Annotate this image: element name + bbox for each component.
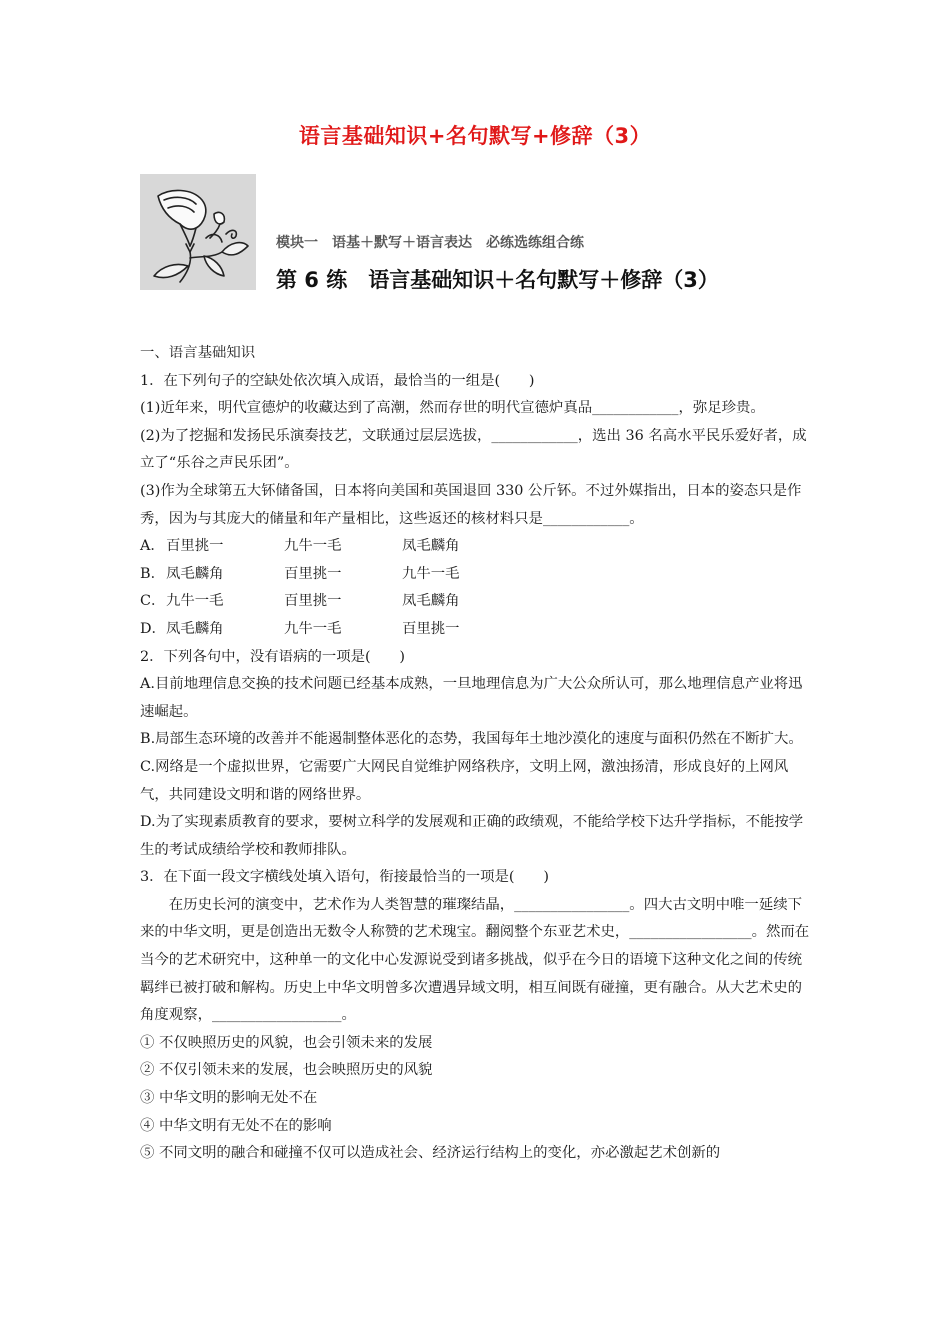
option-idiom-1: 九牛一毛 <box>166 593 224 610</box>
option-idiom-2: 百里挑一 <box>284 565 342 582</box>
section-heading: 一、语言基础知识 <box>140 345 256 361</box>
option-idiom-3: 九牛一毛 <box>402 565 460 582</box>
document-title: 语言基础知识+名句默写+修辞（3） <box>298 124 652 148</box>
question-1-stem: 1．在下列句子的空缺处依次填入成语，最恰当的一组是( ) <box>140 372 535 389</box>
option-letter: B． <box>140 565 165 582</box>
option-idiom-2: 九牛一毛 <box>284 620 342 637</box>
question-2-option-d: D.为了实现素质教育的要求，要树立科学的发展观和正确的政绩观，不能给学校下达升学指标，不能按学生的考试成绩给学校和教师排队。 <box>140 814 804 858</box>
option-letter: A． <box>140 538 165 555</box>
question-2-option-a: A.目前地理信息交换的技术问题已经基本成熟，一旦地理信息为广大公众所认可，那么地理信息产业将迅速崛起。 <box>140 676 803 720</box>
question-3-stem: 3．在下面一段文字横线处填入语句，衔接最恰当的一项是( ) <box>140 869 549 886</box>
option-letter: D． <box>140 620 166 637</box>
question-1-sentence-3: (3)作为全球第五大钚储备国，日本将向美国和英国退回 330 公斤钚。不过外媒指出，日本的姿态只是作秀，因为与其庞大的储量和年产量相比，这些返还的核材料只是____________。 <box>140 482 802 527</box>
module-line: 模块一 语基＋默写＋语言表达 必练选练组合练 <box>276 235 584 251</box>
question-3-passage: 在历史长河的演变中，艺术作为人类智慧的璀璨结晶，________________。四大古文明中唯一延续下来的中华文明，更是创造出无数令人称赞的艺术瑰宝。翻阅整个东亚艺术史，_________________。然而在当今的艺术研究中，这种单一的文化中心发源说受到诸多挑战，似乎在今日的语境下这种文化之间的传统羁绊已被打破和解构。历史上中华文明曾多次遭遇异域文明，相互间既有碰撞，更有融合。从大艺术史的角度观察，__________________。 <box>140 896 810 1024</box>
option-idiom-3: 百里挑一 <box>402 620 460 637</box>
option-idiom-1: 百里挑一 <box>166 538 224 555</box>
question-1-option-b <box>140 561 812 589</box>
question-3-item-3: ③ 中华文明的影响无处不在 <box>140 1090 318 1107</box>
option-letter: C． <box>140 593 166 610</box>
option-idiom-3: 凤毛麟角 <box>402 538 460 555</box>
option-idiom-3: 凤毛麟角 <box>402 593 460 610</box>
question-1-option-a <box>140 533 812 561</box>
question-1-sentence-2: (2)为了挖掘和发扬民乐演奏技艺，文联通过层层选拔，____________，选出 36 名高水平民乐爱好者，成立了“乐谷之声民乐团”。 <box>140 427 807 472</box>
question-1-option-c <box>140 588 812 616</box>
question-2-option-b: B.局部生态环境的改善并不能遏制整体恶化的态势，我国每年土地沙漠化的速度与面积仍然在不断扩大。 <box>140 731 803 748</box>
question-2-stem: 2．下列各句中，没有语病的一项是( ) <box>140 648 406 665</box>
option-idiom-2: 百里挑一 <box>284 593 342 610</box>
question-2-option-c: C.网络是一个虚拟世界，它需要广大网民自觉维护网络秩序，文明上网，激浊扬清，形成良好的上网风气，共同建设文明和谐的网络世界。 <box>140 758 789 803</box>
option-idiom-1: 凤毛麟角 <box>166 620 224 637</box>
question-3-item-5: ⑤ 不同文明的融合和碰撞不仅可以造成社会、经济运行结构上的变化，亦必激起艺术创新的 <box>140 1145 721 1162</box>
question-3-item-2: ② 不仅引领未来的发展，也会映照历史的风貌 <box>140 1062 433 1079</box>
question-1-option-d <box>140 616 812 644</box>
option-idiom-1: 凤毛麟角 <box>166 565 224 582</box>
document-body <box>140 340 812 1168</box>
morning-glory-flower-icon <box>140 174 256 290</box>
option-idiom-2: 九牛一毛 <box>284 538 342 555</box>
question-3-item-1: ① 不仅映照历史的风貌，也会引领未来的发展 <box>140 1034 433 1051</box>
lesson-banner <box>140 174 820 294</box>
question-3-item-4: ④ 中华文明有无处不在的影响 <box>140 1117 332 1134</box>
lesson-title: 第 6 练 语言基础知识＋名句默写＋修辞（3） <box>276 268 719 292</box>
question-1-sentence-1: (1)近年来，明代宣德炉的收藏达到了高潮，然而存世的明代宣德炉真品____________，弥足珍贵。 <box>140 400 765 417</box>
